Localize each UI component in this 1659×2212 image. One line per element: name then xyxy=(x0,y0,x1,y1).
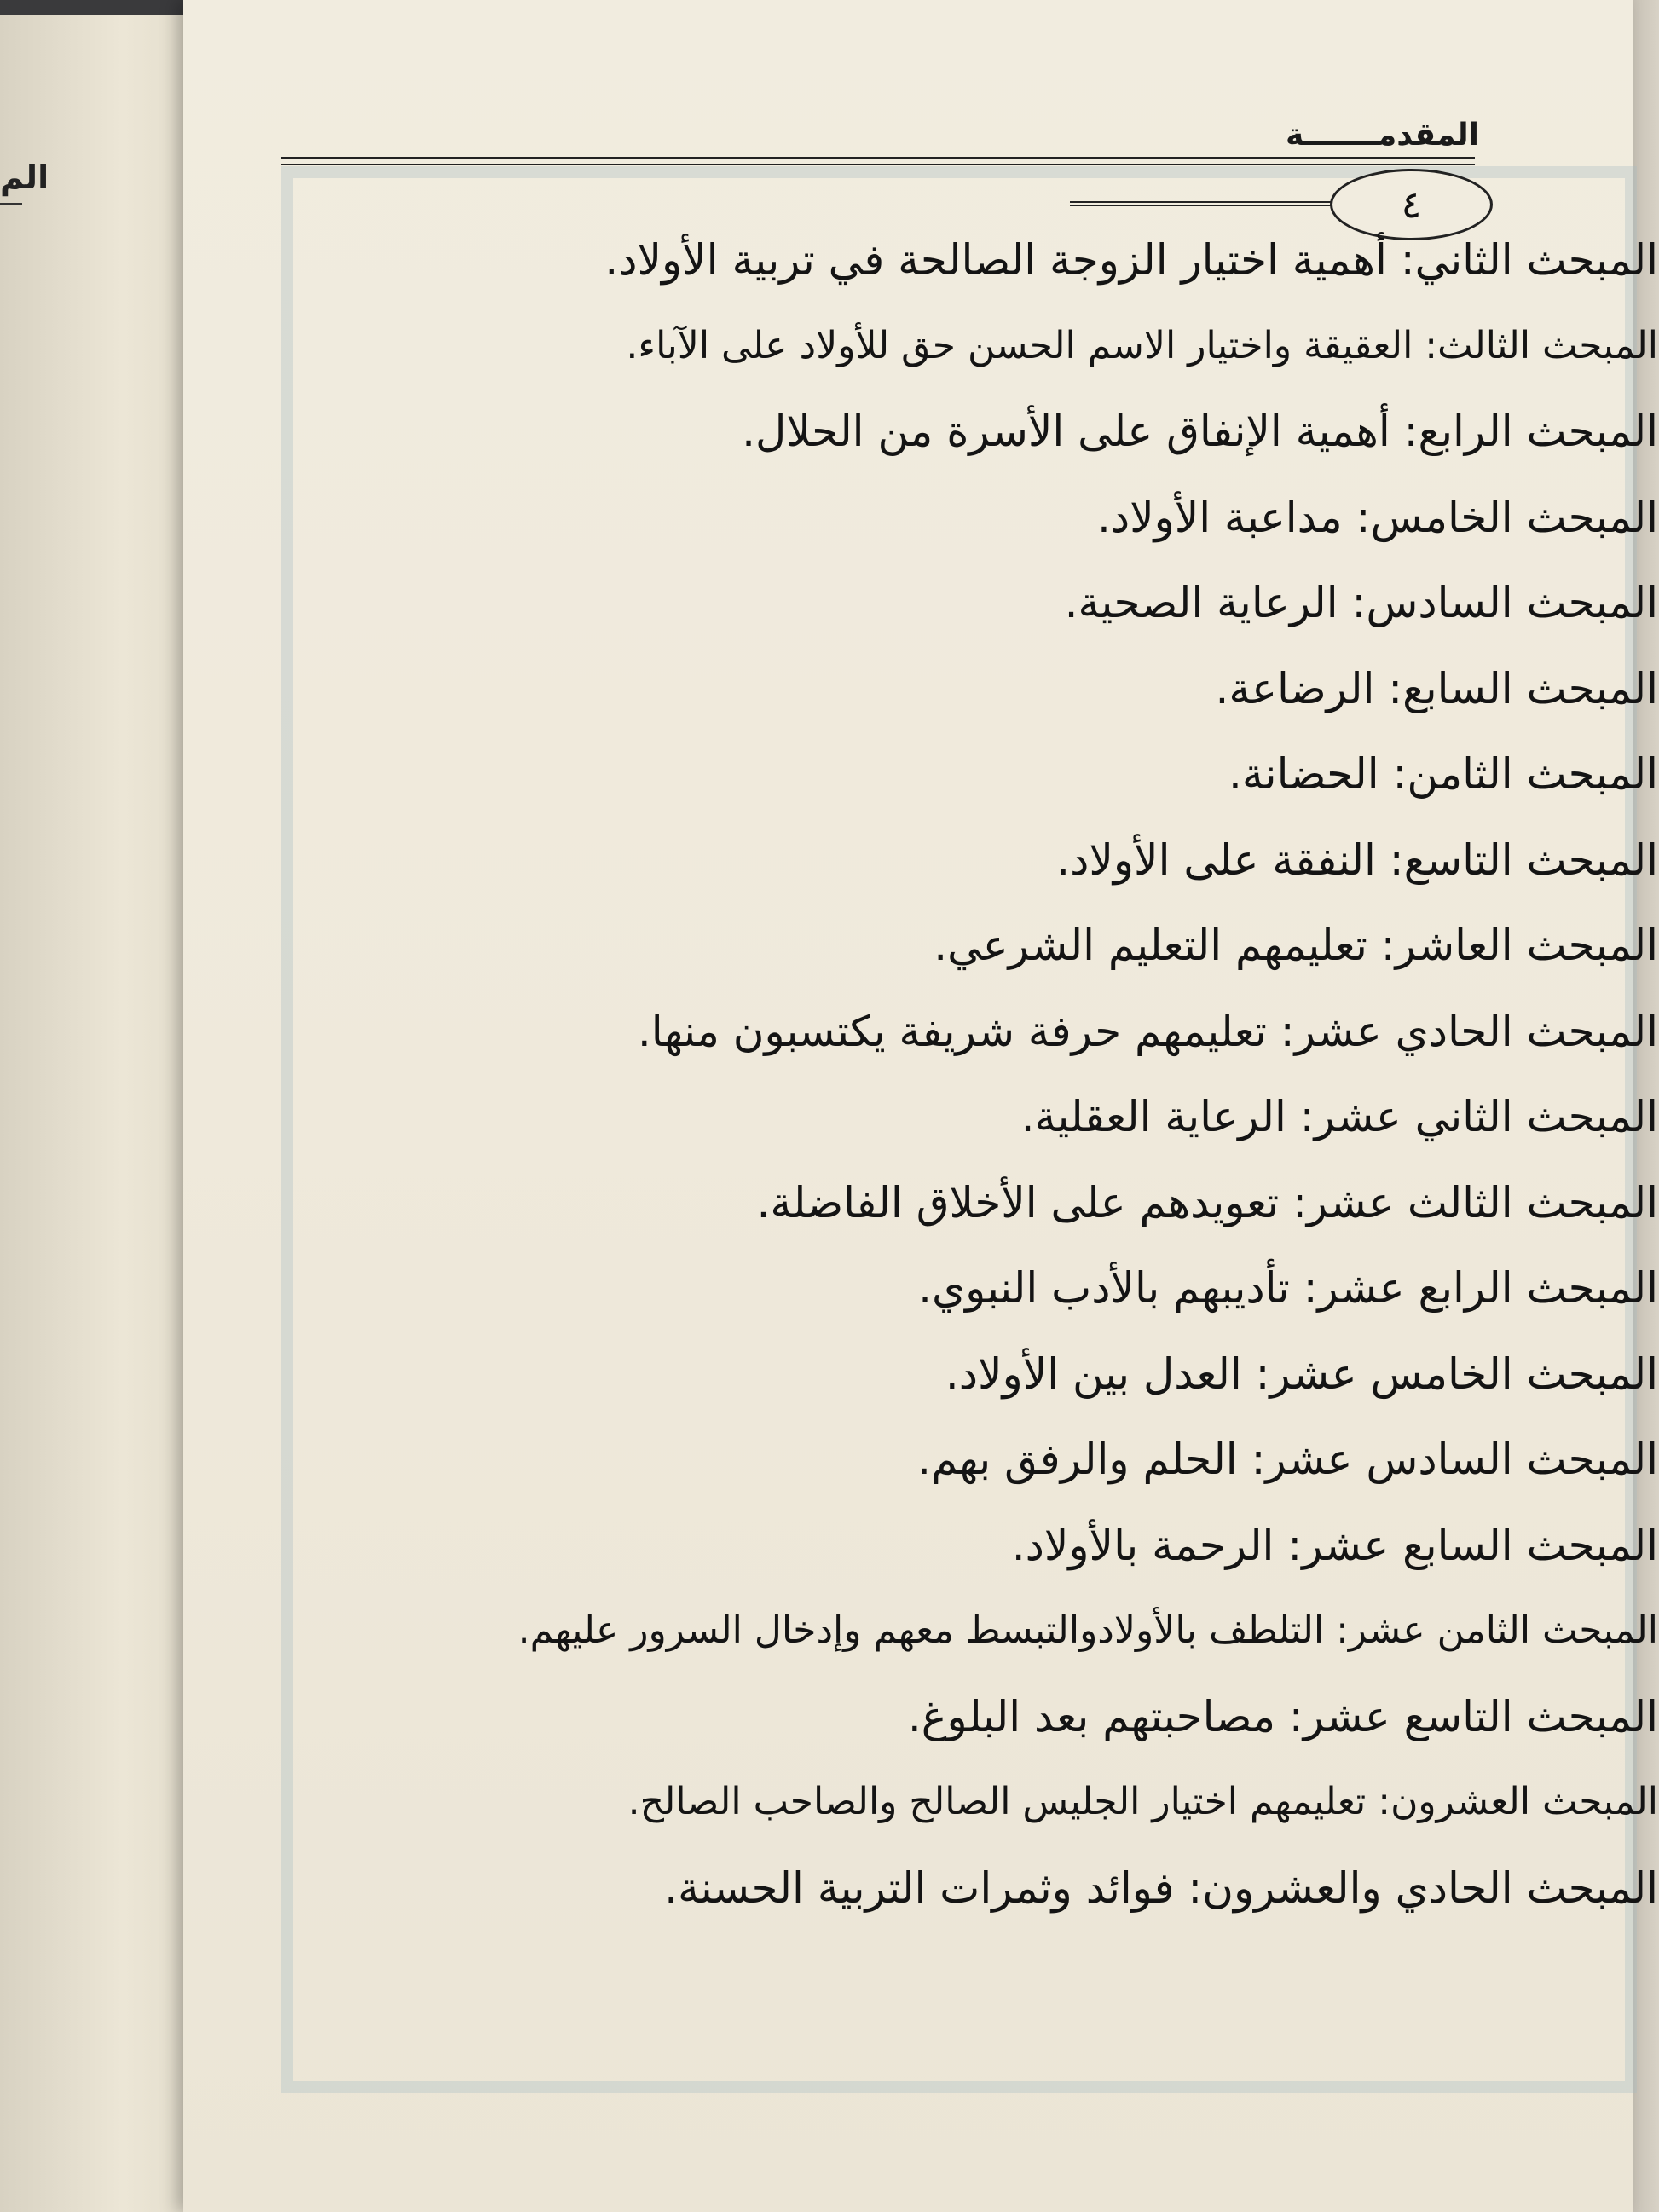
toc-item: المبحث الثاني: أهمية اختيار الزوجة الصالحة في تربية الأولاد. xyxy=(604,235,1658,285)
page-number-rule xyxy=(1070,201,1334,206)
toc-item: المبحث العاشر: تعليمهم التعليم الشرعي. xyxy=(934,921,1658,970)
toc-item: المبحث العشرون: تعليمهم اختيار الجليس الصالح والصاحب الصالح. xyxy=(627,1780,1658,1823)
toc-item: المبحث الخامس عشر: العدل بين الأولاد. xyxy=(945,1349,1658,1399)
toc-item: المبحث السادس: الرعاية الصحية. xyxy=(1064,578,1658,627)
toc-item: المبحث الرابع عشر: تأديبهم بالأدب النبوي. xyxy=(918,1263,1658,1313)
toc-item: المبحث التاسع عشر: مصاحبتهم بعد البلوغ. xyxy=(907,1691,1658,1741)
running-head: المقدمـــــــة xyxy=(1286,118,1479,153)
toc-list xyxy=(465,217,1658,1931)
toc-item: المبحث الرابع: أهمية الإنفاق على الأسرة من الحلال. xyxy=(742,407,1658,456)
toc-item: المبحث التاسع: النفقة على الأولاد. xyxy=(1056,835,1658,885)
toc-item: المبحث السابع عشر: الرحمة بالأولاد. xyxy=(1011,1520,1658,1570)
page-number: ٤ xyxy=(1330,169,1493,240)
toc-item: المبحث الثالث: العقيقة واختيار الاسم الحسن حق للأولاد على الآباء. xyxy=(626,323,1658,367)
toc-item: المبحث الثامن: الحضانة. xyxy=(1228,749,1658,799)
toc-item: المبحث الحادي والعشرون: فوائد وثمرات التربية الحسنة. xyxy=(664,1863,1658,1913)
left-page xyxy=(0,15,205,2212)
toc-item: المبحث الثامن عشر: التلطف بالأولادوالتبسط معهم وإدخال السرور عليهم. xyxy=(517,1608,1658,1652)
left-page-header-fragment: الم xyxy=(0,159,49,196)
toc-item: المبحث الخامس: مداعبة الأولاد. xyxy=(1096,492,1658,542)
toc-item: المبحث السابع: الرضاعة. xyxy=(1215,663,1658,713)
toc-item: المبحث السادس عشر: الحلم والرفق بهم. xyxy=(917,1435,1658,1484)
toc-item: المبحث الحادي عشر: تعليمهم حرفة شريفة يكتسبون منها. xyxy=(637,1006,1658,1056)
header-rule xyxy=(281,157,1475,165)
left-page-header-rule xyxy=(0,203,22,205)
toc-item: المبحث الثاني عشر: الرعاية العقلية. xyxy=(1020,1092,1658,1141)
book-page xyxy=(183,0,1658,2212)
toc-item: المبحث الثالث عشر: تعويدهم على الأخلاق الفاضلة. xyxy=(756,1177,1658,1227)
